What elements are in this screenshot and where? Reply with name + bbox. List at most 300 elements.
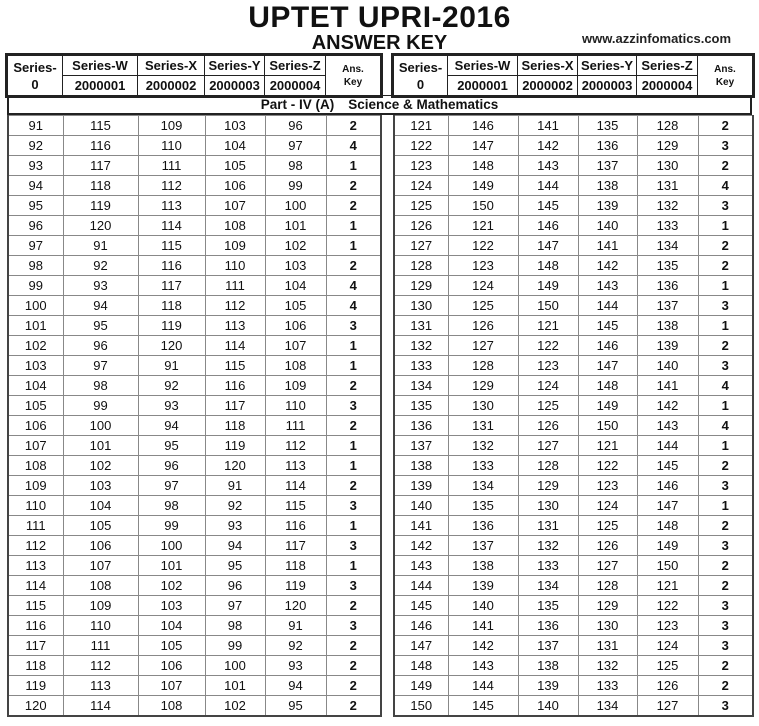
cell-series-w: 129 (448, 376, 518, 396)
cell-ans-key: 2 (698, 516, 753, 536)
cell-series-y: 114 (205, 336, 265, 356)
cell-series-y: 92 (205, 496, 265, 516)
cell-series-x: 105 (138, 636, 205, 656)
cell-series-y: 113 (205, 316, 265, 336)
cell-ans-key: 1 (698, 496, 753, 516)
table-row (394, 156, 753, 176)
cell-series-0: 106 (8, 416, 63, 436)
cell-ans-key: 2 (326, 676, 381, 696)
cell-series-0: 111 (8, 516, 63, 536)
table-row (394, 296, 753, 316)
cell-series-x: 125 (518, 396, 578, 416)
cell-series-y: 142 (578, 256, 637, 276)
cell-series-x: 98 (138, 496, 205, 516)
cell-series-w: 148 (448, 156, 518, 176)
table-row (394, 436, 753, 456)
header-code-y: 2000003 (205, 76, 265, 96)
table-row (394, 476, 753, 496)
table-row (8, 356, 381, 376)
cell-series-0: 101 (8, 316, 63, 336)
cell-ans-key: 1 (698, 436, 753, 456)
cell-series-z: 125 (637, 656, 698, 676)
cell-series-0: 99 (8, 276, 63, 296)
cell-series-0: 133 (394, 356, 448, 376)
cell-ans-key: 2 (326, 256, 381, 276)
cell-series-w: 130 (448, 396, 518, 416)
header-series-z: Series-Z (637, 56, 698, 76)
cell-series-y: 132 (578, 656, 637, 676)
cell-series-z: 124 (637, 636, 698, 656)
cell-series-0: 148 (394, 656, 448, 676)
header-series-0-line2: 0 (416, 76, 425, 92)
cell-series-x: 101 (138, 556, 205, 576)
cell-series-y: 96 (205, 576, 265, 596)
cell-series-z: 108 (265, 356, 326, 376)
cell-series-0: 93 (8, 156, 63, 176)
cell-series-w: 109 (63, 596, 138, 616)
cell-series-x: 115 (138, 236, 205, 256)
left-header-table (7, 55, 381, 96)
cell-series-w: 107 (63, 556, 138, 576)
table-row (394, 696, 753, 717)
cell-series-x: 99 (138, 516, 205, 536)
table-row (394, 216, 753, 236)
website-label: www.azzinfomatics.com (582, 31, 732, 46)
table-row (394, 536, 753, 556)
cell-series-y: 148 (578, 376, 637, 396)
page-subtitle: ANSWER KEY (311, 32, 448, 54)
cell-ans-key: 3 (698, 196, 753, 216)
table-row (8, 316, 381, 336)
cell-ans-key: 3 (698, 616, 753, 636)
cell-series-w: 134 (448, 476, 518, 496)
cell-ans-key: 3 (698, 536, 753, 556)
cell-series-y: 125 (578, 516, 637, 536)
header-series-y: Series-Y (205, 56, 265, 76)
table-row (8, 236, 381, 256)
cell-series-0: 145 (394, 596, 448, 616)
cell-series-x: 104 (138, 616, 205, 636)
cell-series-w: 113 (63, 676, 138, 696)
cell-series-z: 137 (637, 296, 698, 316)
cell-series-0: 105 (8, 396, 63, 416)
cell-ans-key: 1 (326, 436, 381, 456)
cell-series-x: 148 (518, 256, 578, 276)
cell-series-y: 115 (205, 356, 265, 376)
cell-series-0: 142 (394, 536, 448, 556)
cell-ans-key: 4 (698, 416, 753, 436)
cell-series-w: 140 (448, 596, 518, 616)
cell-series-0: 127 (394, 236, 448, 256)
cell-series-z: 101 (265, 216, 326, 236)
section-heading (7, 95, 752, 115)
cell-series-0: 110 (8, 496, 63, 516)
cell-series-z: 123 (637, 616, 698, 636)
table-row (8, 336, 381, 356)
cell-series-x: 91 (138, 356, 205, 376)
cell-series-w: 122 (448, 236, 518, 256)
cell-series-x: 149 (518, 276, 578, 296)
header-ans-line2: Key (715, 76, 735, 88)
cell-series-z: 129 (637, 136, 698, 156)
cell-series-y: 95 (205, 556, 265, 576)
table-row (8, 156, 381, 176)
header-code-w: 2000001 (448, 76, 518, 96)
cell-series-z: 128 (637, 116, 698, 136)
cell-series-w: 138 (448, 556, 518, 576)
cell-series-w: 100 (63, 416, 138, 436)
cell-series-x: 120 (138, 336, 205, 356)
cell-series-0: 100 (8, 296, 63, 316)
cell-series-w: 95 (63, 316, 138, 336)
table-row (394, 256, 753, 276)
cell-series-y: 134 (578, 696, 637, 717)
right-answer-table (393, 115, 754, 717)
cell-ans-key: 2 (326, 696, 381, 717)
table-row (394, 396, 753, 416)
table-row (394, 596, 753, 616)
header-ans-key (698, 56, 753, 96)
cell-series-x: 138 (518, 656, 578, 676)
cell-series-x: 117 (138, 276, 205, 296)
cell-series-0: 109 (8, 476, 63, 496)
cell-series-z: 150 (637, 556, 698, 576)
cell-series-0: 124 (394, 176, 448, 196)
table-row (394, 336, 753, 356)
cell-ans-key: 2 (698, 556, 753, 576)
cell-series-0: 143 (394, 556, 448, 576)
cell-ans-key: 1 (326, 516, 381, 536)
header-series-x: Series-X (518, 56, 578, 76)
cell-series-y: 110 (205, 256, 265, 276)
cell-ans-key: 3 (326, 616, 381, 636)
cell-series-z: 111 (265, 416, 326, 436)
table-row (8, 556, 381, 576)
cell-series-y: 145 (578, 316, 637, 336)
cell-series-0: 123 (394, 156, 448, 176)
cell-series-x: 95 (138, 436, 205, 456)
cell-series-x: 122 (518, 336, 578, 356)
cell-series-w: 103 (63, 476, 138, 496)
cell-ans-key: 1 (326, 236, 381, 256)
cell-series-0: 141 (394, 516, 448, 536)
header-code-w: 2000001 (63, 76, 138, 96)
cell-series-0: 131 (394, 316, 448, 336)
cell-series-x: 132 (518, 536, 578, 556)
cell-series-w: 141 (448, 616, 518, 636)
cell-series-0: 147 (394, 636, 448, 656)
table-row (8, 376, 381, 396)
header-ans-line1: Ans. (342, 63, 364, 75)
cell-ans-key: 2 (698, 256, 753, 276)
table-row (394, 116, 753, 136)
cell-series-w: 104 (63, 496, 138, 516)
table-row (8, 496, 381, 516)
cell-series-x: 134 (518, 576, 578, 596)
cell-series-w: 135 (448, 496, 518, 516)
cell-series-y: 130 (578, 616, 637, 636)
table-row (394, 176, 753, 196)
cell-ans-key: 2 (698, 116, 753, 136)
cell-ans-key: 2 (326, 596, 381, 616)
table-row (394, 576, 753, 596)
cell-series-z: 127 (637, 696, 698, 717)
cell-series-0: 98 (8, 256, 63, 276)
cell-series-0: 138 (394, 456, 448, 476)
cell-series-x: 147 (518, 236, 578, 256)
cell-series-z: 143 (637, 416, 698, 436)
cell-series-0: 103 (8, 356, 63, 376)
cell-series-w: 146 (448, 116, 518, 136)
cell-series-y: 138 (578, 176, 637, 196)
cell-series-w: 145 (448, 696, 518, 717)
cell-series-x: 146 (518, 216, 578, 236)
cell-series-w: 127 (448, 336, 518, 356)
cell-ans-key: 2 (698, 236, 753, 256)
cell-series-z: 115 (265, 496, 326, 516)
table-row (8, 396, 381, 416)
cell-series-x: 150 (518, 296, 578, 316)
cell-series-x: 109 (138, 116, 205, 136)
header-code-x: 2000002 (138, 76, 205, 96)
cell-series-w: 142 (448, 636, 518, 656)
header-series-0-line2: 0 (31, 76, 39, 92)
cell-series-z: 105 (265, 296, 326, 316)
cell-series-z: 141 (637, 376, 698, 396)
cell-series-x: 97 (138, 476, 205, 496)
cell-ans-key: 4 (326, 296, 381, 316)
cell-ans-key: 3 (326, 316, 381, 336)
cell-series-w: 116 (63, 136, 138, 156)
header-series-z: Series-Z (265, 56, 326, 76)
cell-series-w: 131 (448, 416, 518, 436)
cell-series-z: 113 (265, 456, 326, 476)
cell-series-z: 144 (637, 436, 698, 456)
cell-ans-key: 2 (326, 656, 381, 676)
cell-series-z: 118 (265, 556, 326, 576)
cell-series-w: 149 (448, 176, 518, 196)
header-series-0-line1: Series- (13, 59, 57, 75)
cell-series-y: 104 (205, 136, 265, 156)
cell-series-y: 111 (205, 276, 265, 296)
cell-series-z: 97 (265, 136, 326, 156)
cell-series-0: 119 (8, 676, 63, 696)
cell-series-w: 126 (448, 316, 518, 336)
cell-ans-key: 1 (326, 456, 381, 476)
cell-ans-key: 3 (326, 396, 381, 416)
table-row (8, 576, 381, 596)
cell-series-x: 140 (518, 696, 578, 717)
cell-series-0: 121 (394, 116, 448, 136)
cell-series-w: 139 (448, 576, 518, 596)
header-ans-line1: Ans. (714, 63, 736, 75)
cell-series-x: 100 (138, 536, 205, 556)
cell-ans-key: 3 (698, 136, 753, 156)
cell-ans-key: 1 (698, 216, 753, 236)
table-row (394, 276, 753, 296)
cell-series-y: 133 (578, 676, 637, 696)
cell-series-0: 146 (394, 616, 448, 636)
header-series-y: Series-Y (578, 56, 637, 76)
cell-series-0: 136 (394, 416, 448, 436)
cell-series-y: 100 (205, 656, 265, 676)
table-row (394, 636, 753, 656)
cell-series-x: 106 (138, 656, 205, 676)
cell-series-x: 127 (518, 436, 578, 456)
cell-series-z: 112 (265, 436, 326, 456)
cell-ans-key: 2 (698, 656, 753, 676)
cell-series-y: 137 (578, 156, 637, 176)
cell-series-0: 122 (394, 136, 448, 156)
cell-series-z: 107 (265, 336, 326, 356)
cell-series-y: 140 (578, 216, 637, 236)
cell-series-0: 94 (8, 176, 63, 196)
cell-series-x: 116 (138, 256, 205, 276)
cell-series-y: 136 (578, 136, 637, 156)
cell-series-0: 129 (394, 276, 448, 296)
cell-series-y: 127 (578, 556, 637, 576)
cell-ans-key: 3 (326, 536, 381, 556)
cell-series-z: 148 (637, 516, 698, 536)
cell-series-y: 126 (578, 536, 637, 556)
cell-series-y: 105 (205, 156, 265, 176)
table-row (8, 516, 381, 536)
cell-series-y: 123 (578, 476, 637, 496)
cell-series-y: 102 (205, 696, 265, 717)
cell-series-y: 129 (578, 596, 637, 616)
cell-series-z: 96 (265, 116, 326, 136)
table-row (394, 316, 753, 336)
cell-series-y: 131 (578, 636, 637, 656)
left-answer-table (7, 115, 382, 717)
header-ans-line2: Key (343, 76, 363, 88)
cell-series-y: 119 (205, 436, 265, 456)
cell-series-w: 120 (63, 216, 138, 236)
cell-series-x: 108 (138, 696, 205, 717)
cell-series-x: 103 (138, 596, 205, 616)
cell-ans-key: 4 (326, 276, 381, 296)
cell-series-0: 107 (8, 436, 63, 456)
cell-series-w: 121 (448, 216, 518, 236)
cell-ans-key: 2 (326, 376, 381, 396)
cell-series-x: 123 (518, 356, 578, 376)
cell-ans-key: 2 (326, 416, 381, 436)
cell-ans-key: 3 (326, 496, 381, 516)
header-series-w: Series-W (63, 56, 138, 76)
cell-series-0: 114 (8, 576, 63, 596)
cell-ans-key: 1 (326, 216, 381, 236)
cell-series-y: 124 (578, 496, 637, 516)
cell-series-w: 125 (448, 296, 518, 316)
table-row (8, 676, 381, 696)
cell-series-y: 120 (205, 456, 265, 476)
cell-series-x: 133 (518, 556, 578, 576)
cell-series-0: 126 (394, 216, 448, 236)
cell-series-x: 119 (138, 316, 205, 336)
table-row (8, 536, 381, 556)
cell-series-0: 113 (8, 556, 63, 576)
cell-ans-key: 1 (326, 556, 381, 576)
cell-ans-key: 3 (326, 576, 381, 596)
cell-ans-key: 3 (698, 696, 753, 717)
cell-series-x: 141 (518, 116, 578, 136)
table-row (394, 496, 753, 516)
cell-series-0: 115 (8, 596, 63, 616)
cell-series-y: 149 (578, 396, 637, 416)
cell-series-z: 139 (637, 336, 698, 356)
table-row (394, 136, 753, 156)
cell-series-z: 140 (637, 356, 698, 376)
cell-series-z: 91 (265, 616, 326, 636)
cell-series-w: 133 (448, 456, 518, 476)
cell-ans-key: 3 (698, 356, 753, 376)
cell-series-z: 104 (265, 276, 326, 296)
cell-series-y: 93 (205, 516, 265, 536)
cell-series-z: 92 (265, 636, 326, 656)
cell-series-z: 106 (265, 316, 326, 336)
cell-ans-key: 1 (326, 336, 381, 356)
cell-series-0: 140 (394, 496, 448, 516)
cell-series-x: 143 (518, 156, 578, 176)
cell-series-w: 112 (63, 656, 138, 676)
cell-ans-key: 2 (326, 476, 381, 496)
cell-series-y: 91 (205, 476, 265, 496)
table-row (8, 596, 381, 616)
cell-series-w: 93 (63, 276, 138, 296)
table-row (394, 456, 753, 476)
cell-ans-key: 4 (326, 136, 381, 156)
cell-series-0: 139 (394, 476, 448, 496)
cell-series-0: 92 (8, 136, 63, 156)
cell-series-w: 136 (448, 516, 518, 536)
cell-ans-key: 3 (698, 636, 753, 656)
table-row (8, 116, 381, 136)
cell-series-0: 102 (8, 336, 63, 356)
cell-series-0: 125 (394, 196, 448, 216)
header-code-y: 2000003 (578, 76, 637, 96)
cell-series-z: 93 (265, 656, 326, 676)
cell-series-w: 97 (63, 356, 138, 376)
cell-series-z: 120 (265, 596, 326, 616)
cell-series-z: 149 (637, 536, 698, 556)
cell-series-z: 134 (637, 236, 698, 256)
cell-series-x: 96 (138, 456, 205, 476)
cell-series-w: 144 (448, 676, 518, 696)
cell-series-z: 95 (265, 696, 326, 717)
cell-series-w: 111 (63, 636, 138, 656)
cell-series-w: 115 (63, 116, 138, 136)
table-row (8, 636, 381, 656)
cell-series-x: 110 (138, 136, 205, 156)
cell-series-y: 106 (205, 176, 265, 196)
cell-series-y: 144 (578, 296, 637, 316)
cell-series-w: 99 (63, 396, 138, 416)
cell-series-y: 128 (578, 576, 637, 596)
right-header-table (393, 55, 753, 96)
cell-ans-key: 2 (698, 156, 753, 176)
cell-series-w: 92 (63, 256, 138, 276)
header-series-w: Series-W (448, 56, 518, 76)
cell-series-z: 117 (265, 536, 326, 556)
cell-series-z: 103 (265, 256, 326, 276)
cell-series-z: 122 (637, 596, 698, 616)
cell-ans-key: 1 (698, 276, 753, 296)
cell-ans-key: 2 (326, 636, 381, 656)
cell-series-y: 103 (205, 116, 265, 136)
header-ans-key (326, 56, 381, 96)
cell-series-z: 147 (637, 496, 698, 516)
cell-series-0: 128 (394, 256, 448, 276)
